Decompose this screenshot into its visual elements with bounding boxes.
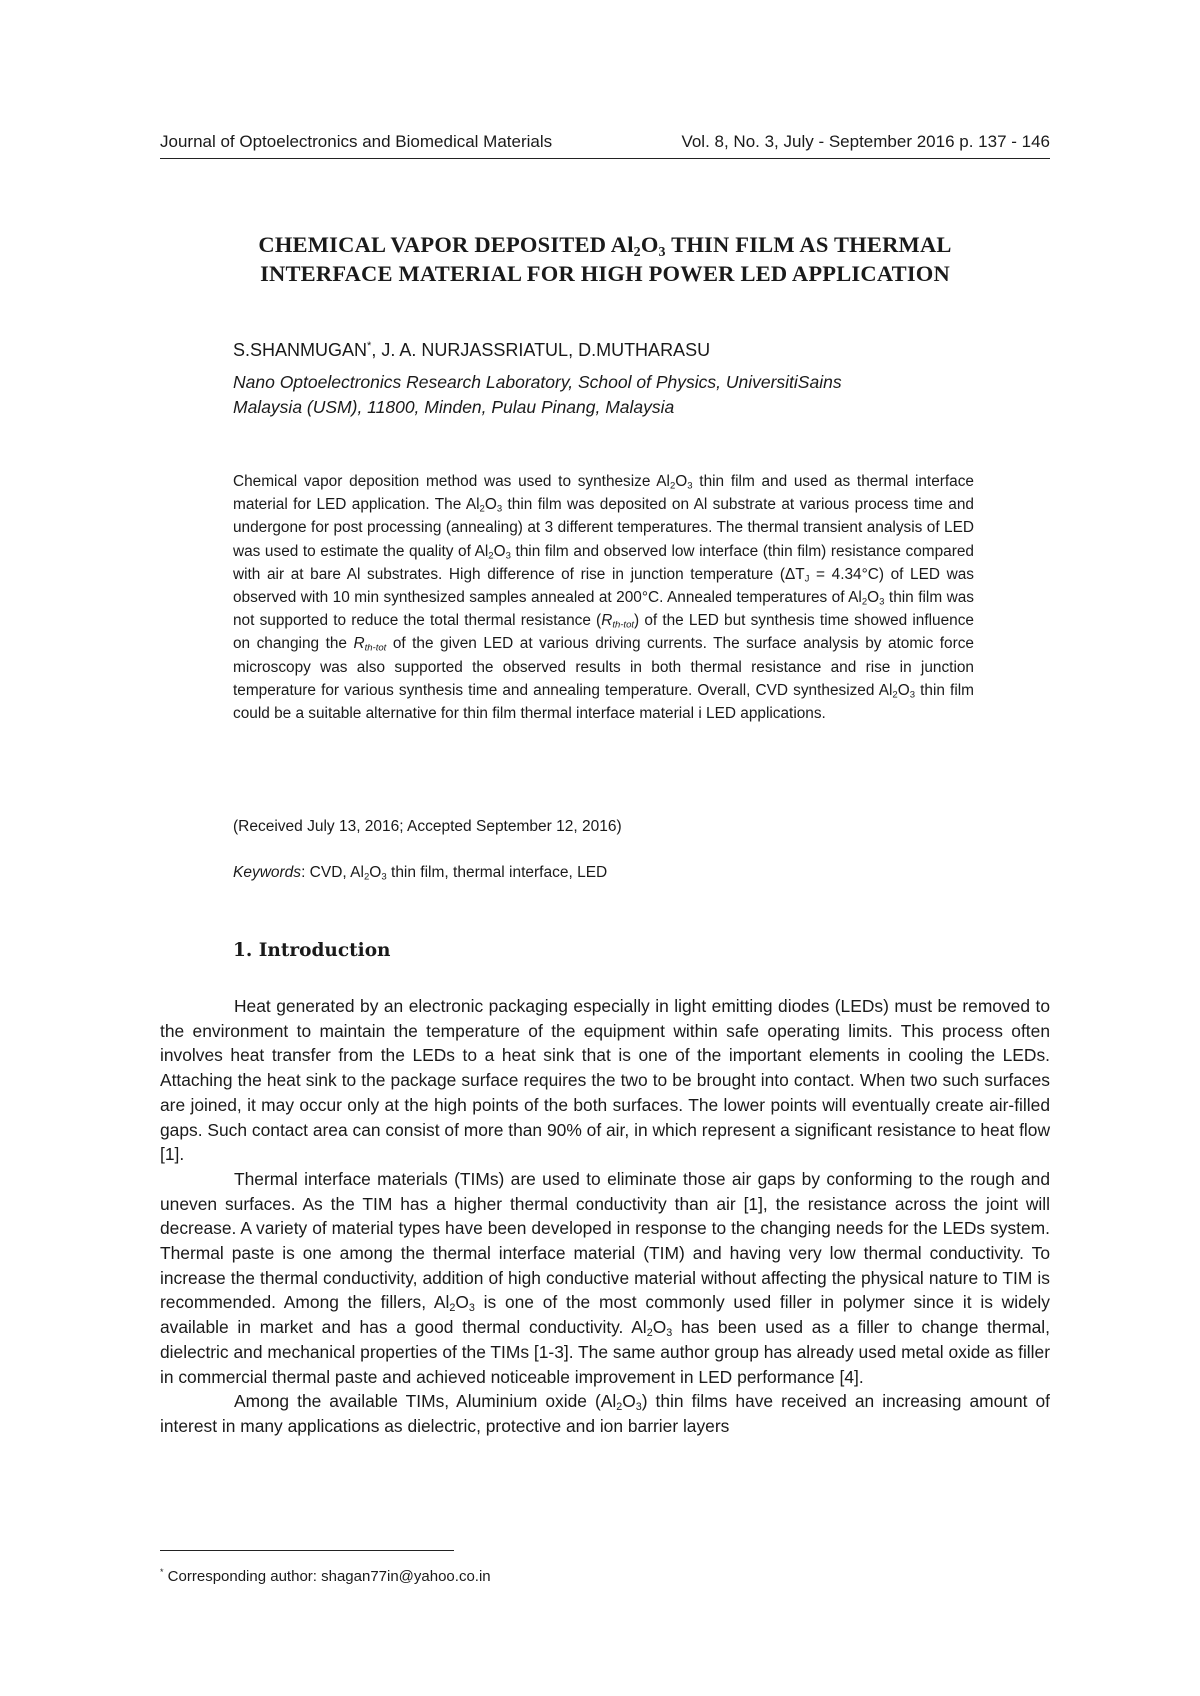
volume-pages: Vol. 8, No. 3, July - September 2016 p. 137 - 146 — [681, 132, 1050, 151]
keywords: Keywords: CVD, $Al_2O_3$ thin film, thermal interface, LED — [233, 864, 608, 883]
section-heading-introduction: 1. Introduction — [233, 940, 391, 961]
paragraph: Among the available TIMs, Aluminium oxide $(Al_2O_3)$ thin films have received an increasing amount of interest in many applications as dielectric, protective and ion barrier layers — [160, 1391, 1050, 1436]
title-line-1: CHEMICAL VAPOR DEPOSITED $Al_2O_3$ THIN FILM AS THERMAL — [258, 232, 952, 260]
abstract: Chemical vapor deposition method was used to synthesize $Al_2O_3$ thin film and used as thermal interface material for LED application. The $Al_2O_3$ thin film was deposited on Al substrate at various process time and undergone for post processing (annealing) at 3 different temperatures. The thermal transient analysis of LED was used to estimate the quality of $Al_2O_3$ thin film and observed low interface (thin film) resistance compared with air at bare Al substrates. High difference of rise in junction temperature $(\Delta T_J = 4.34^\circ C)$ of LED was observed with 10 min synthesized samples annealed at 200°C. Annealed temperatures of $Al_2O_3$ thin film was not supported to reduce the total thermal resistance $(R_{th-tot})$ of the LED but synthesis time showed influence on changing the $R_{th-tot}$ of the given LED at various driving currents. The surface analysis by atomic force microscopy was also supported the observed results in both thermal resistance and rise in junction temperature for various synthesis time and annealing temperature. Overall, CVD synthesized $Al_2O_3$ thin film could be a suitable alternative for thin film thermal interface material i LED applications. — [233, 473, 975, 723]
running-header — [160, 128, 1050, 159]
footnote-divider — [160, 1550, 454, 1551]
author-list: S.SHANMUGAN*, J. A. NURJASSRIATUL, D.MUTHARASU — [233, 340, 711, 360]
paragraph: Thermal interface materials (TIMs) are used to eliminate those air gaps by conforming to the rough and uneven surfaces. As the TIM has a higher thermal conductivity than air [1], the resistance across the joint will decrease. A variety of material types have been developed in response to the changing needs for the LEDs system. Thermal paste is one among the thermal interface material (TIM) and having very low thermal conductivity. To increase the thermal conductivity, addition of high conductive material without affecting the physical nature to TIM is recommended. Among the fillers, $Al_2O_3$ is one of the most commonly used filler in polymer since it is widely available in market and has a good thermal conductivity. $Al_2O_3$ has been used as a filler to change thermal, dielectric and mechanical properties of the TIMs [1-3]. The same author group has already used metal oxide as filler in commercial thermal paste and achieved noticeable improvement in LED performance [4]. — [160, 1168, 1050, 1387]
received-dates: (Received July 13, 2016; Accepted September 12, 2016) — [233, 818, 622, 835]
corresponding-mark: * — [367, 340, 372, 352]
introduction-body — [160, 994, 1050, 1439]
journal-name: Journal of Optoelectronics and Biomedical Materials — [160, 132, 553, 151]
title-line-2: INTERFACE MATERIAL FOR HIGH POWER LED APPLICATION — [260, 261, 950, 286]
affiliation: Nano Optoelectronics Research Laboratory, School of Physics, UniversitiSains Malaysia (USM), 11800, Minden, Pulau Pinang, Malaysia — [233, 372, 842, 417]
paper-title — [160, 230, 1050, 288]
paragraph: Heat generated by an electronic packaging especially in light emitting diodes (LEDs) must be removed to the environment to maintain the temperature of the equipment within safe operating limits. This process often involves heat transfer from the LEDs to a heat sink that is one of the important elements in cooling the LEDs. Attaching the heat sink to the package surface requires the two to be brought into contact. When two such surfaces are joined, it may occur only at the high points of the both surfaces. The lower points will eventually create air-filled gaps. Such contact area can consist of more than 90% of air, in which represent a significant resistance to heat flow [1]. — [160, 996, 1050, 1165]
footnote-corresponding-author: * Corresponding author: shagan77in@yahoo.co.in — [160, 1567, 491, 1585]
